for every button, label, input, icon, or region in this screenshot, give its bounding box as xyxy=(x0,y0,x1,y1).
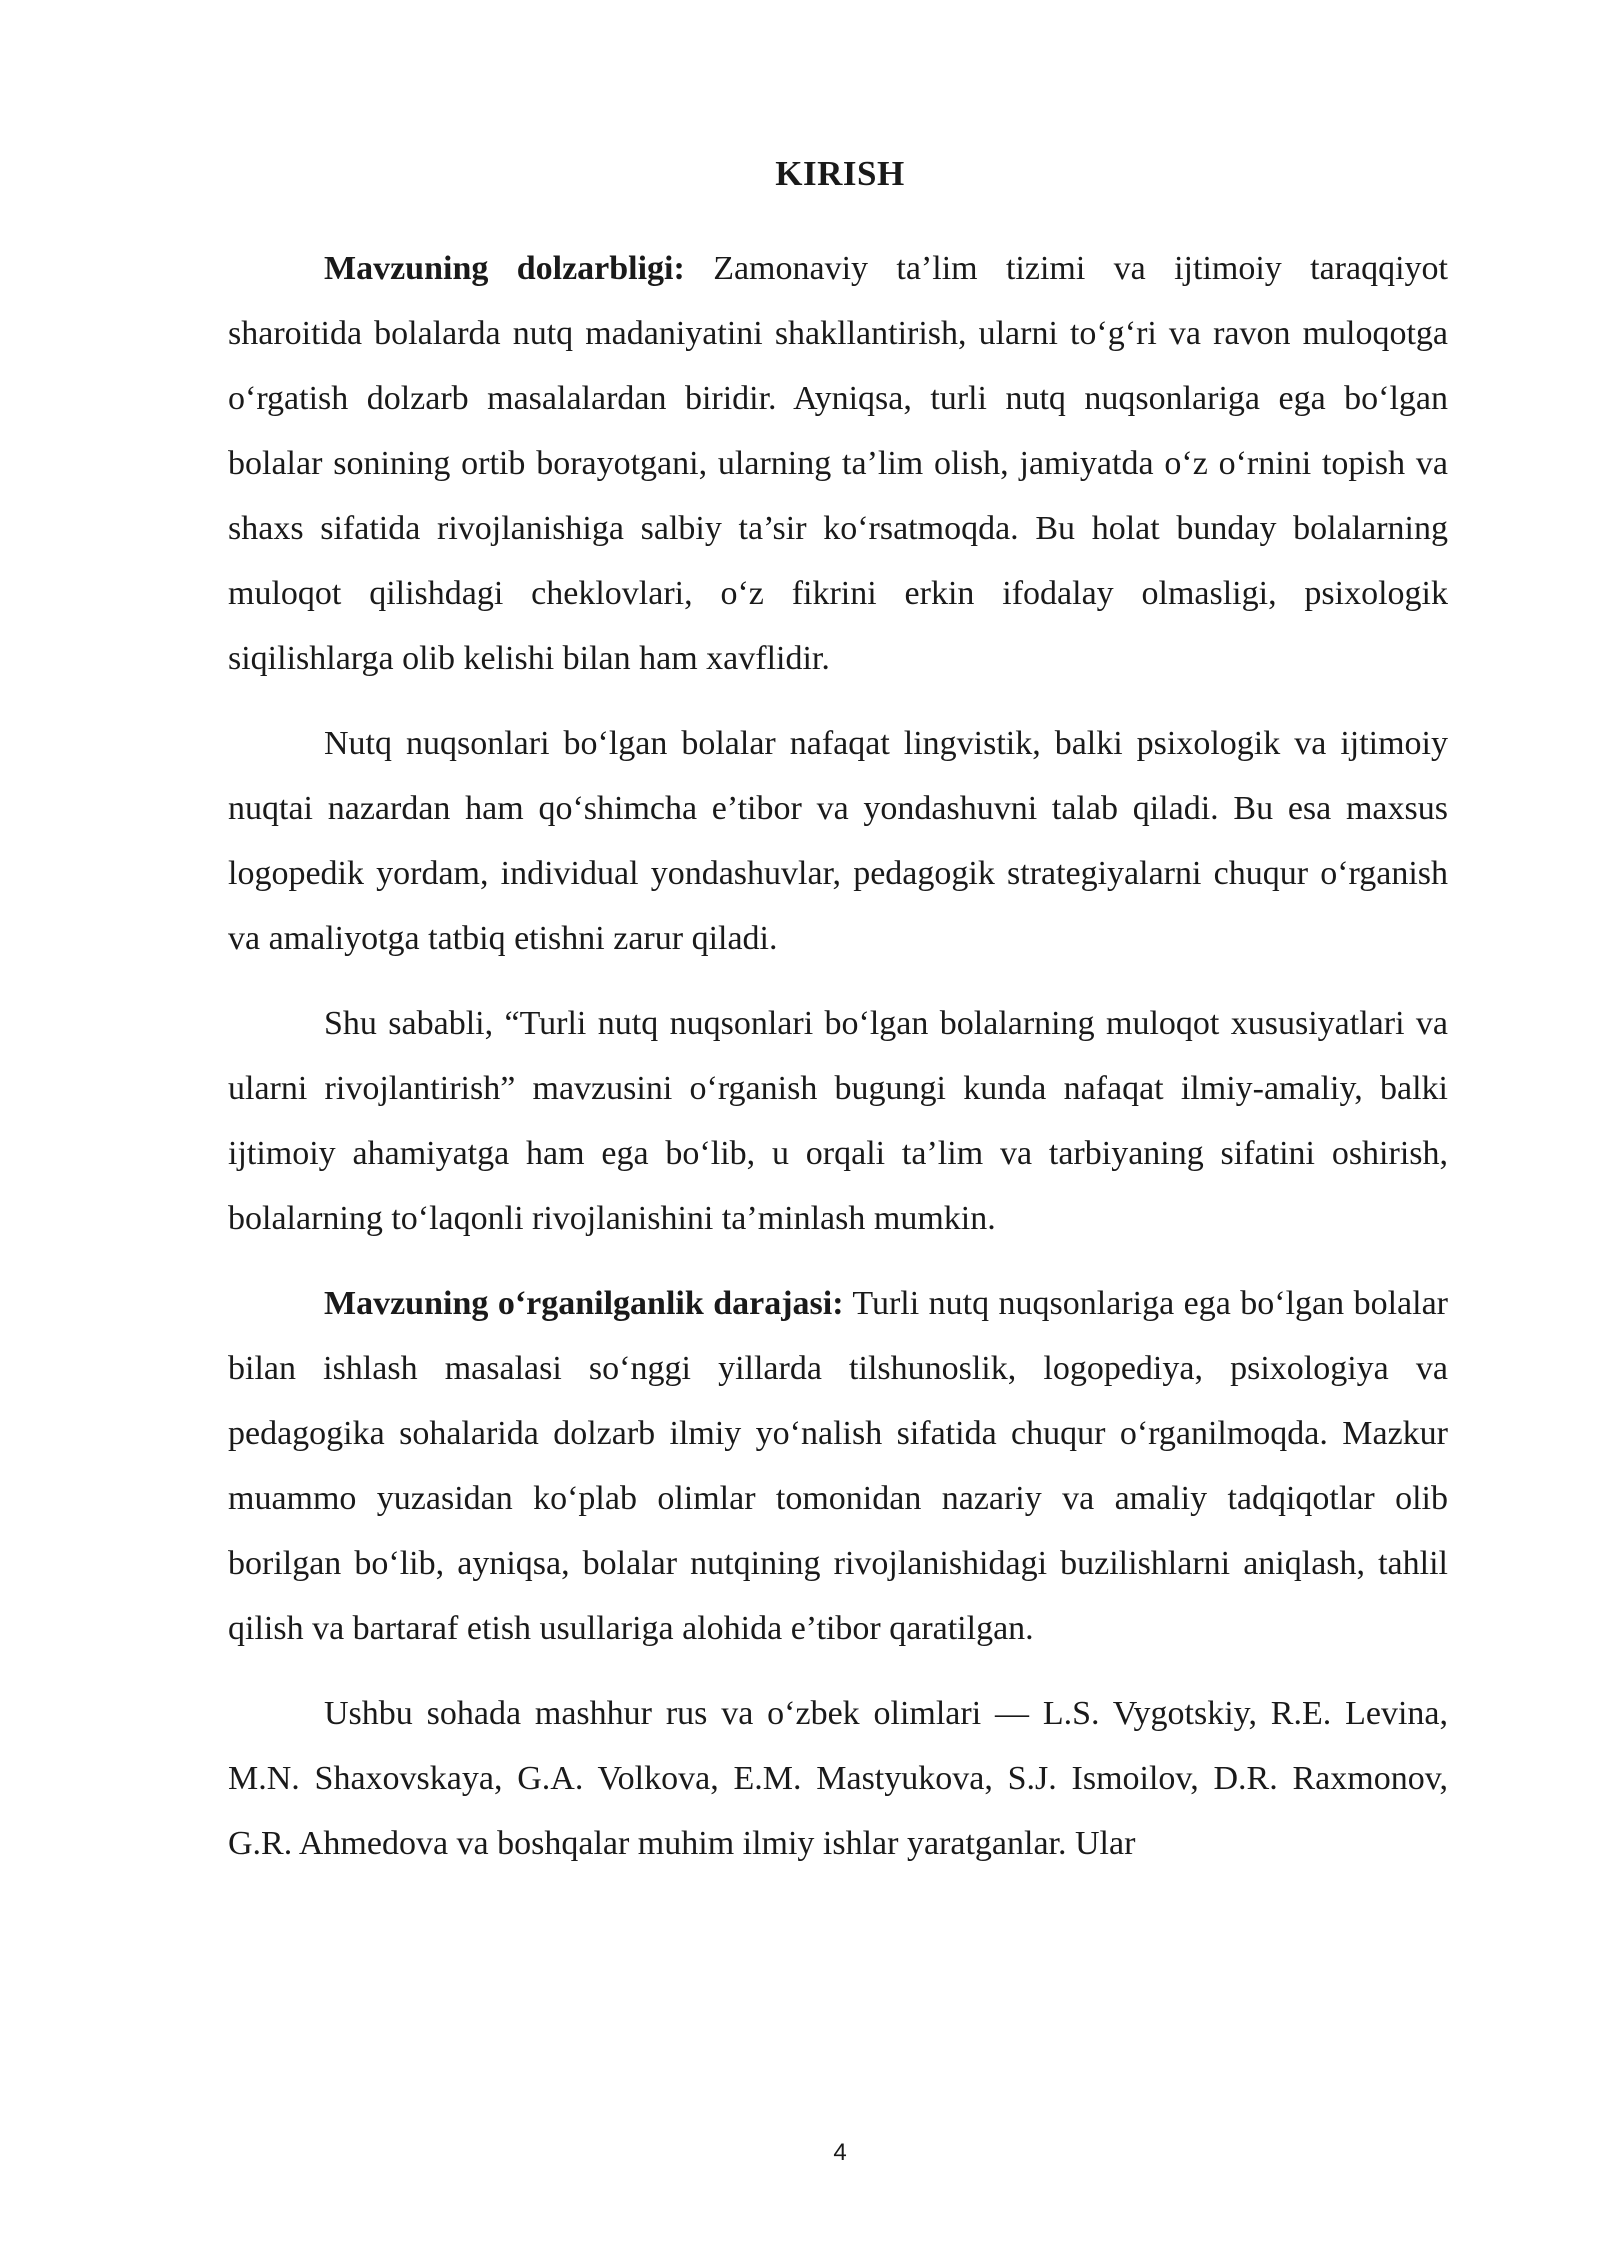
paragraph-shu-sababli xyxy=(228,991,1448,1251)
page-title: KIRISH xyxy=(775,154,905,193)
paragraph-text: Shu sababli, “Turli nutq nuqsonlari bo‘lgan bolalarning muloqot xususiyatlari va ularni rivojlantirish” mavzusini o‘rganish bugungi kunda nafaqat ilmiy-amaliy, balki ijtimoiy ahamiyatga ham ega bo‘lib, u orqali ta’lim va tarbiyaning sifatini oshirish, bolalarning to‘laqonli rivojlanishini ta’minlash mumkin. xyxy=(228,1005,1448,1237)
body-text xyxy=(228,236,1448,1896)
paragraph-olimlar xyxy=(228,1681,1448,1876)
paragraph-text: Zamonaviy ta’lim tizimi va ijtimoiy taraqqiyot sharoitida bolalarda nutq madaniyatini shakllantirish, ularni to‘g‘ri va ravon muloqotga o‘rgatish dolzarb masalalardan biridir. Ayniqsa, turli nutq nuqsonlariga ega bo‘lgan bolalar sonining ortib borayotgani, ularning ta’lim olish, jamiyatda o‘z o‘rnini topish va shaxs sifatida rivojlanishiga salbiy ta’sir ko‘rsatmoqda. Bu holat bunday bolalarning muloqot qilishdagi cheklovlari, o‘z fikrini erkin ifodalay olmasligi, psixologik siqilishlarga olib kelishi bilan ham xavflidir. xyxy=(228,250,1448,677)
paragraph-text: Turli nutq nuqsonlariga ega bo‘lgan bolalar bilan ishlash masalasi so‘nggi yillarda tilshunoslik, logopediya, psixologiya va pedagogika sohalarida dolzarb ilmiy yo‘nalish sifatida chuqur o‘rganilmoqda. Mazkur muammo yuzasidan ko‘plab olimlar tomonidan nazariy va amaliy tadqiqotlar olib borilgan bo‘lib, ayniqsa, bolalar nutqining rivojlanishidagi buzilishlarni aniqlash, tahlil qilish va bartaraf etish usullariga alohida e’tibor qaratilgan. xyxy=(228,1285,1448,1647)
paragraph-lead-heading: Mavzuning dolzarbligi: xyxy=(324,250,685,287)
paragraph-text: Nutq nuqsonlari bo‘lgan bolalar nafaqat lingvistik, balki psixologik va ijtimoiy nuqtai nazardan ham qo‘shimcha e’tibor va yondashuvni talab qiladi. Bu esa maxsus logopedik yordam, individual yondashuvlar, pedagogik strategiyalarni chuqur o‘rganish va amaliyotga tatbiq etishni zarur qiladi. xyxy=(228,725,1448,957)
paragraph-nutq-nuqsonlari xyxy=(228,711,1448,971)
paragraph-dolzarbligi xyxy=(228,236,1448,691)
paragraph-text: Ushbu sohada mashhur rus va o‘zbek olimlari — L.S. Vygotskiy, R.E. Levina, M.N. Shaxovskaya, G.A. Volkova, E.M. Mastyukova, S.J. Ismoilov, D.R. Raxmonov, G.R. Ahmedova va boshqalar muhim ilmiy ishlar yaratganlar. Ular xyxy=(228,1695,1448,1862)
paragraph-lead-heading: Mavzuning o‘rganilganlik darajasi: xyxy=(324,1285,844,1322)
page-number: 4 xyxy=(833,2139,847,2166)
paragraph-organilganlik-darajasi xyxy=(228,1271,1448,1661)
